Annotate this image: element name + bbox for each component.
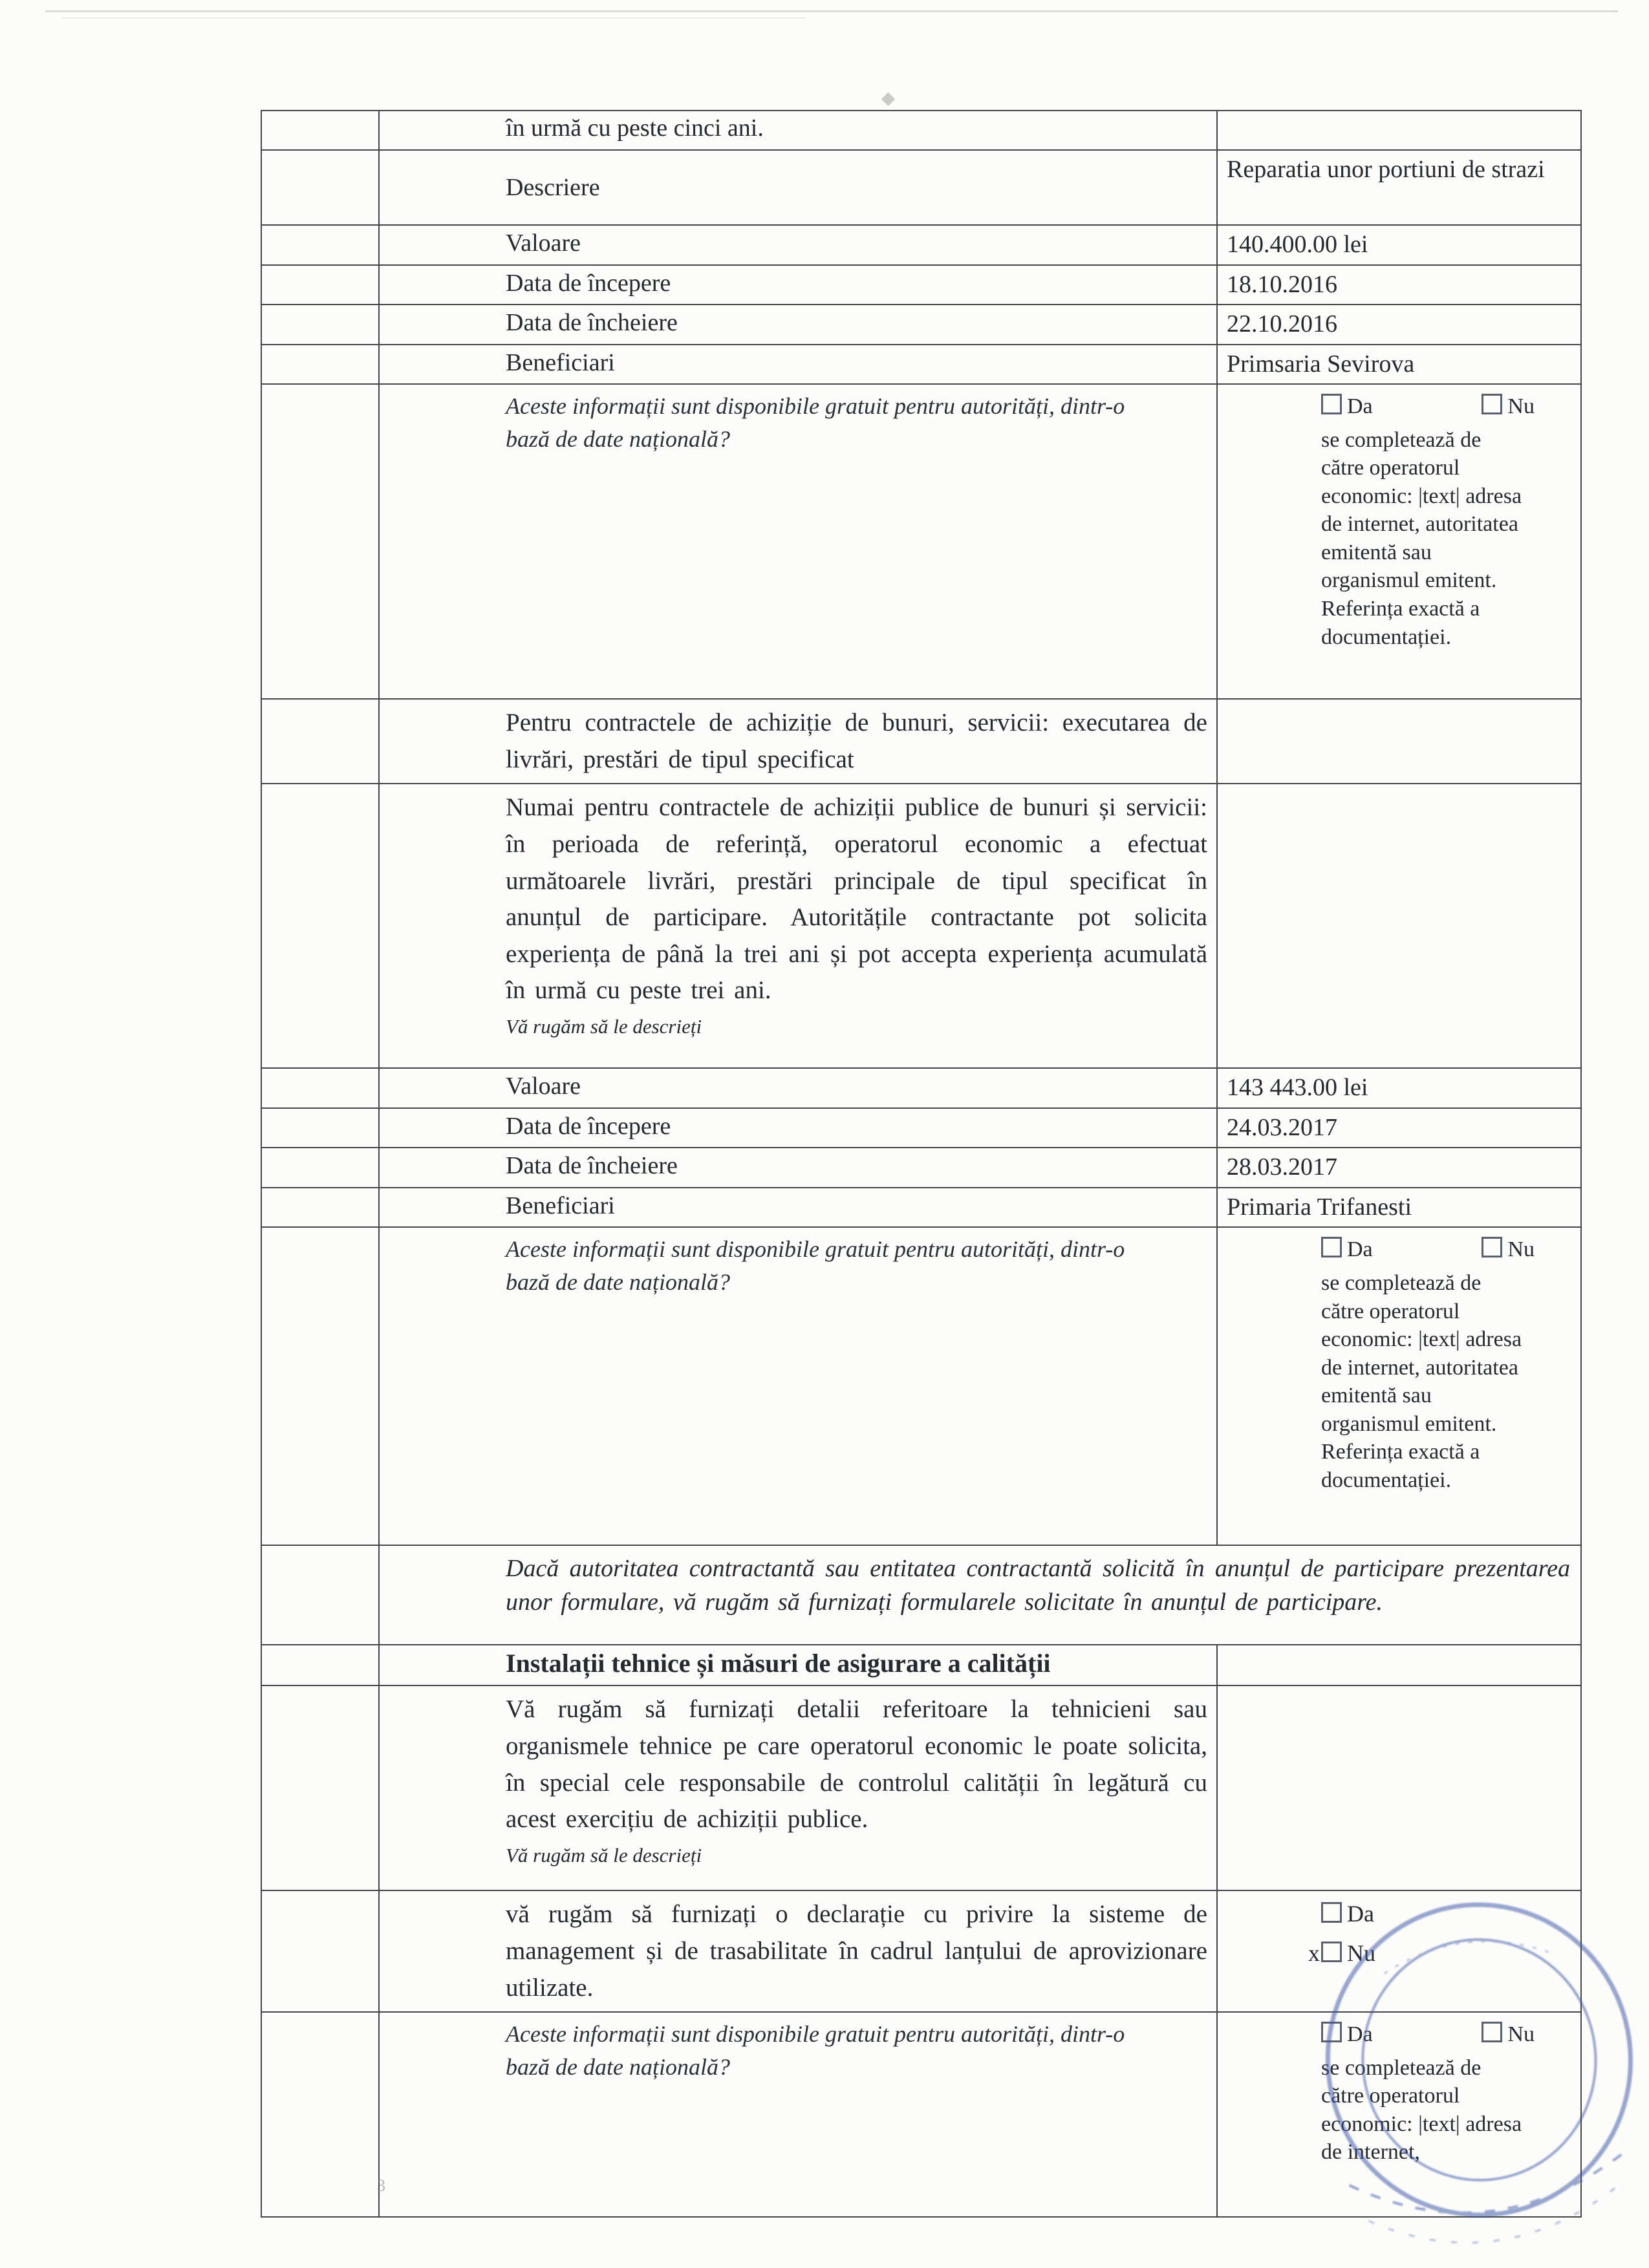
table-row: [261, 1188, 1581, 1228]
section-text: Pentru contractele de achiziție de bunuri, servicii: executarea de livrări, prestări de tipul specificat: [506, 709, 1207, 773]
table-row: [261, 111, 1581, 150]
checkbox-da: [1321, 2020, 1373, 2049]
form-table: [261, 110, 1582, 2218]
content-cell: [379, 265, 1217, 305]
table-row: [261, 699, 1581, 784]
spacer-cell: [261, 1227, 379, 1545]
field-value: Primsaria Sevirova: [1227, 350, 1415, 378]
checkbox-nu: [1482, 2020, 1535, 2049]
continuation-text: în urmă cu peste cinci ani.: [506, 114, 764, 142]
value-cell: [1217, 1645, 1581, 1685]
content-cell: [379, 384, 1217, 699]
field-value: 143 443.00 lei: [1227, 1074, 1368, 1102]
spacer-cell: [261, 2012, 379, 2217]
spacer-cell: [261, 345, 379, 385]
content-cell: [379, 1188, 1217, 1228]
hint-text: Vă rugăm să le descrieți: [506, 1014, 702, 1038]
page-number-mark: 3: [377, 2176, 385, 2195]
checkbox-nu-label: Nu: [1507, 1237, 1535, 1262]
value-cell: [1217, 265, 1581, 305]
checkbox-nu-label: Nu: [1507, 394, 1535, 419]
field-label: Data de începere: [506, 269, 671, 297]
table-row: [261, 1227, 1581, 1545]
x-mark: x: [1308, 1940, 1320, 1966]
spacer-cell: [261, 1685, 379, 1890]
value-cell: [1217, 784, 1581, 1068]
checkbox-icon: [1321, 1902, 1342, 1923]
answer-block: [1321, 1236, 1535, 1494]
checkbox-icon: [1482, 1237, 1502, 1257]
value-cell: [1217, 111, 1581, 150]
value-cell: [1217, 699, 1581, 784]
answer-note: se completează de către operatorul economic: |text| adresa de internet, autoritatea emitentă sau organismul emitent. Referința exactă a documentației.: [1321, 427, 1522, 649]
da-nu-options: [1321, 392, 1535, 421]
spacer-cell: [261, 1148, 379, 1188]
question-text: Aceste informații sunt disponibile gratuit pentru autorități, dintr-o bază de date națională?: [506, 1236, 1125, 1295]
content-cell: [379, 1227, 1217, 1545]
spacer-cell: [261, 1068, 379, 1108]
scan-line-artifact: [45, 10, 1618, 12]
checkbox-da-label: Da: [1347, 2022, 1373, 2047]
section-heading: Instalații tehnice și măsuri de asigurare a calității: [506, 1649, 1051, 1678]
field-label: Valoare: [506, 230, 581, 257]
value-cell: [1217, 345, 1581, 385]
value-cell: [1217, 150, 1581, 225]
scan-line-artifact: [61, 17, 805, 19]
value-cell: [1217, 225, 1581, 265]
content-cell: [379, 699, 1217, 784]
checkbox-nu-label: Nu: [1347, 1940, 1375, 1966]
content-cell: [379, 1068, 1217, 1108]
field-label: Valoare: [506, 1073, 581, 1100]
field-value: Primaria Trifanesti: [1227, 1193, 1412, 1221]
hint-text: Vă rugăm să le descrieți: [506, 1843, 702, 1867]
da-nu-options: [1321, 1236, 1535, 1264]
spacer-cell: [261, 384, 379, 699]
content-cell: [379, 1645, 1217, 1685]
paragraph-text: Numai pentru contractele de achiziții publice de bunuri și servicii: în perioada de referință, operatorul economic a efectuat următoarele livrări, prestări principale de tipul specificat în anunțul de participare. Autoritățile contractante pot solicita experiența de până la trei ani și pot accepta experiența acumulată în urmă cu peste trei ani.: [506, 793, 1207, 1005]
answer-cell: [1217, 384, 1581, 699]
checkbox-da: [1321, 1236, 1373, 1264]
field-label: Data de începere: [506, 1112, 671, 1140]
field-value: 22.10.2016: [1227, 310, 1337, 338]
checkbox-da-label: Da: [1347, 1901, 1374, 1927]
answer-cell: [1217, 1890, 1581, 2012]
table-row: [261, 384, 1581, 699]
content-cell: [379, 1545, 1581, 1645]
field-value: 18.10.2016: [1227, 270, 1337, 298]
field-value: 28.03.2017: [1227, 1153, 1337, 1181]
spacer-cell: [261, 784, 379, 1068]
spacer-cell: [261, 111, 379, 150]
content-cell: [379, 1685, 1217, 1890]
table-row: [261, 305, 1581, 345]
content-cell: [379, 1108, 1217, 1148]
answer-cell: [1217, 2012, 1581, 2217]
value-cell: [1217, 1685, 1581, 1890]
content-cell: [379, 305, 1217, 345]
table-row: [261, 1685, 1581, 1890]
table-row: [261, 225, 1581, 265]
checkbox-icon: [1321, 1237, 1342, 1257]
field-label: Data de încheiere: [506, 1152, 678, 1180]
spacer-cell: [261, 1645, 379, 1685]
spacer-cell: [261, 1188, 379, 1228]
note-text: Dacă autoritatea contractantă sau entitatea contractantă solicită în anunțul de participare prezentarea unor formulare, vă rugăm să furnizați formularele solicitate în anunțul de participare.: [506, 1555, 1570, 1616]
answer-note: se completează de către operatorul economic: |text| adresa de internet, autoritatea emitentă sau organismul emitent. Referința exactă a documentației.: [1321, 1271, 1522, 1492]
field-value: 24.03.2017: [1227, 1113, 1337, 1141]
checkbox-icon: [1321, 2022, 1342, 2042]
table-row: [261, 1068, 1581, 1108]
answer-note: se completează de către operatorul economic: |text| adresa de internet,: [1321, 2055, 1522, 2165]
table-row: [261, 1148, 1581, 1188]
content-cell: [379, 1148, 1217, 1188]
content-cell: [379, 150, 1217, 225]
answer-block: [1321, 2020, 1535, 2166]
spacer-cell: [261, 1108, 379, 1148]
answer-cell: [1217, 1227, 1581, 1545]
spacer-cell: [261, 699, 379, 784]
value-cell: [1217, 1108, 1581, 1148]
question-text: Aceste informații sunt disponibile gratuit pentru autorități, dintr-o bază de date națională?: [506, 393, 1125, 452]
declaration-text: vă rugăm să furnizați o declarație cu privire la sisteme de management și de trasabilitate în cadrul lanțului de aprovizionare utilizate.: [506, 1900, 1207, 2002]
checkbox-nu-label: Nu: [1507, 2022, 1535, 2047]
table-row: [261, 265, 1581, 305]
spacer-cell: [261, 1545, 379, 1645]
question-text: Aceste informații sunt disponibile gratuit pentru autorități, dintr-o bază de date națională?: [506, 2021, 1125, 2080]
scan-mark-artifact: [881, 92, 895, 106]
table-row: [261, 784, 1581, 1068]
value-cell: [1217, 1148, 1581, 1188]
field-label: Beneficiari: [506, 1192, 615, 1219]
checkbox-da: [1321, 392, 1373, 421]
da-nu-options: [1321, 2020, 1535, 2049]
value-cell: [1217, 1188, 1581, 1228]
checkbox-da: [1321, 1899, 1535, 1929]
spacer-cell: [261, 305, 379, 345]
checkbox-icon: [1482, 394, 1502, 414]
spacer-cell: [261, 150, 379, 225]
content-cell: [379, 1890, 1217, 2012]
spacer-cell: [261, 265, 379, 305]
field-label: Data de încheiere: [506, 309, 678, 337]
value-cell: [1217, 1068, 1581, 1108]
checkbox-icon: [1482, 2022, 1502, 2042]
field-value: 140.400.00 lei: [1227, 231, 1368, 259]
content-cell: [379, 225, 1217, 265]
content-cell: [379, 111, 1217, 150]
table-row: [261, 2012, 1581, 2217]
checkbox-da-label: Da: [1347, 1237, 1373, 1262]
spacer-cell: [261, 1890, 379, 2012]
checkbox-da-label: Da: [1347, 394, 1373, 419]
table-row: [261, 1890, 1581, 2012]
spacer-cell: [261, 225, 379, 265]
table-row: [261, 1545, 1581, 1645]
checkbox-icon: [1321, 1942, 1342, 1962]
content-cell: [379, 2012, 1217, 2217]
checkbox-icon: [1321, 394, 1342, 414]
content-cell: [379, 784, 1217, 1068]
field-label: Beneficiari: [506, 348, 615, 376]
table-row: [261, 1108, 1581, 1148]
paragraph-text: Vă rugăm să furnizați detalii referitoare la tehnicieni sau organismele tehnice pe care operatorul economic le poate solicita, în special cele responsabile de controlul calității în legătură cu acest exercițiu de achiziții publice.: [506, 1695, 1207, 1834]
field-label: Descriere: [506, 173, 600, 201]
answer-block: [1321, 392, 1535, 651]
checkbox-nu: [1482, 1236, 1535, 1264]
checkbox-nu: [1308, 1938, 1535, 1968]
answer-block: [1308, 1899, 1535, 1967]
content-cell: [379, 345, 1217, 385]
table-row: [261, 150, 1581, 225]
table-row: [261, 1645, 1581, 1685]
value-cell: [1217, 305, 1581, 345]
field-value: Reparatia unor portiuni de strazi: [1227, 156, 1545, 184]
table-row: [261, 345, 1581, 385]
checkbox-nu: [1482, 392, 1535, 421]
